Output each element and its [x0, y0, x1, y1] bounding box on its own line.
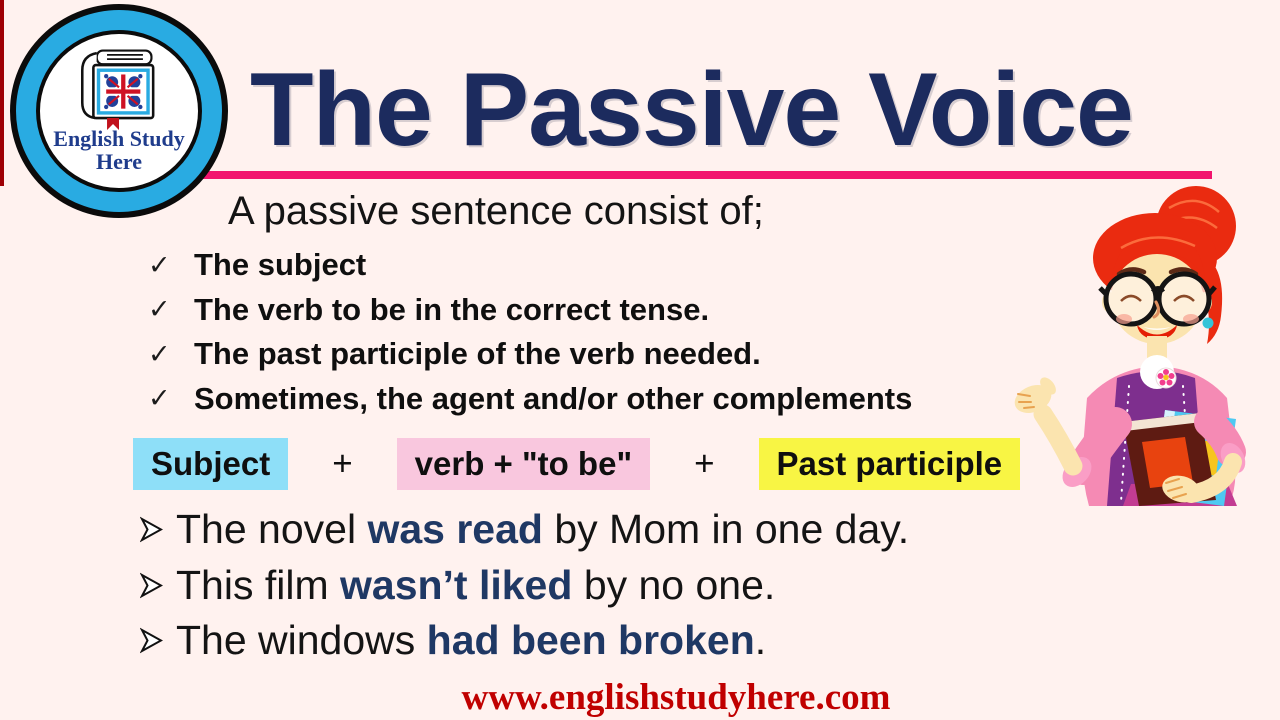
- logo-text: [53, 128, 184, 174]
- page-title: The Passive Voice: [250, 52, 1133, 168]
- example-passive-verb: was read: [367, 506, 543, 553]
- checklist-item-label: The verb to be in the correct tense.: [194, 291, 710, 327]
- intro-text: A passive sentence consist of;: [228, 189, 764, 233]
- formula-verb-to-be: verb + "to be": [397, 438, 650, 490]
- logo-text-line1: English Study: [53, 126, 185, 152]
- plus-sign: +: [694, 444, 715, 483]
- checklist-item: [148, 288, 912, 333]
- arrow-bullet-icon: [140, 516, 163, 543]
- checklist-item: [148, 243, 912, 288]
- book-flag-icon: [73, 48, 165, 130]
- checklist-item-label: The past participle of the verb needed.: [194, 336, 761, 372]
- logo: [10, 4, 228, 218]
- checklist-item: [148, 377, 912, 422]
- logo-text-line2: Here: [95, 149, 142, 174]
- teacher-illustration: [1003, 186, 1280, 506]
- example-sentences: [140, 502, 909, 669]
- example-text: The windows: [176, 617, 427, 664]
- example-passive-verb: wasn’t liked: [340, 561, 573, 608]
- formula-row: [133, 438, 1020, 490]
- check-icon: ✓: [148, 249, 171, 281]
- title-underline: [180, 171, 1212, 179]
- arrow-bullet-icon: [140, 572, 163, 599]
- check-icon: ✓: [148, 338, 171, 370]
- website-url: www.englishstudyhere.com: [461, 677, 891, 718]
- example-sentence: [140, 558, 909, 614]
- checklist-item-label: Sometimes, the agent and/or other complements: [194, 380, 913, 416]
- checklist: [148, 243, 912, 421]
- left-border-strip: [0, 0, 4, 186]
- example-sentence: [140, 502, 909, 558]
- example-text: .: [754, 617, 767, 664]
- logo-inner-circle: [36, 30, 202, 192]
- checklist-item: [148, 332, 912, 377]
- check-icon: ✓: [148, 383, 171, 415]
- example-text: by no one.: [572, 561, 776, 608]
- check-icon: ✓: [148, 294, 171, 326]
- example-text: This film: [176, 561, 340, 608]
- example-text: The novel: [176, 506, 368, 553]
- plus-sign: +: [332, 444, 353, 483]
- example-passive-verb: had been broken: [426, 617, 755, 664]
- checklist-item-label: The subject: [194, 247, 367, 283]
- example-sentence: [140, 613, 909, 669]
- formula-past-participle: Past participle: [759, 438, 1021, 490]
- logo-ring: [10, 4, 228, 218]
- arrow-bullet-icon: [140, 627, 163, 654]
- formula-subject: Subject: [133, 438, 288, 490]
- example-text: by Mom in one day.: [542, 506, 910, 553]
